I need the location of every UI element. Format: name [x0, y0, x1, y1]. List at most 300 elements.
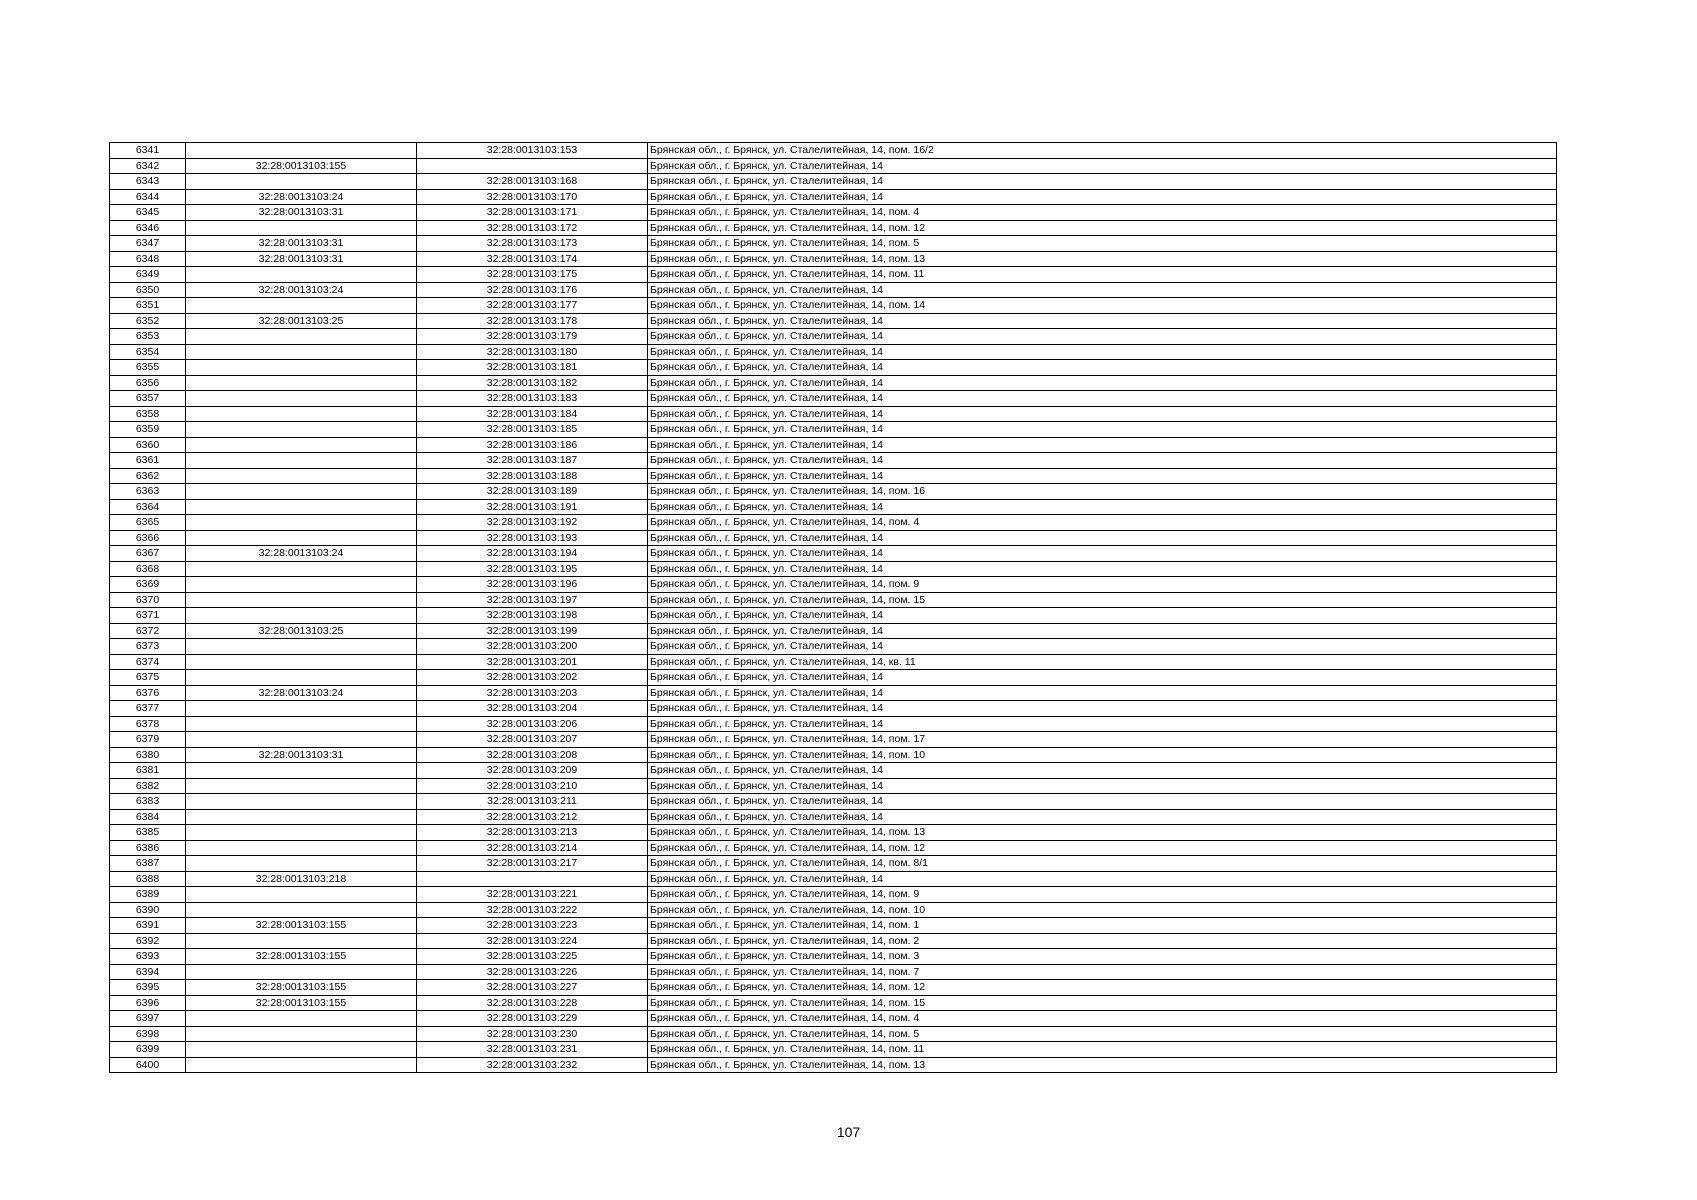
- table-row: [110, 1057, 1557, 1073]
- table-row: [110, 918, 1557, 934]
- cadastral-number-cell: 32:28:0013103:204: [417, 701, 648, 717]
- row-number-cell: 6365: [110, 515, 186, 531]
- row-number-cell: 6342: [110, 158, 186, 174]
- address-cell: Брянская обл., г. Брянск, ул. Сталелитейная, 14: [648, 453, 1557, 469]
- address-cell: Брянская обл., г. Брянск, ул. Сталелитейная, 14: [648, 329, 1557, 345]
- parent-cadastral-number-cell: 32:28:0013103:155: [186, 980, 417, 996]
- table-row: [110, 360, 1557, 376]
- cadastral-number-cell: 32:28:0013103:171: [417, 205, 648, 221]
- parent-cadastral-number-cell: [186, 329, 417, 345]
- address-cell: Брянская обл., г. Брянск, ул. Сталелитейная, 14: [648, 608, 1557, 624]
- row-number-cell: 6374: [110, 654, 186, 670]
- cadastral-number-cell: 32:28:0013103:197: [417, 592, 648, 608]
- parent-cadastral-number-cell: [186, 794, 417, 810]
- cadastral-number-cell: 32:28:0013103:217: [417, 856, 648, 872]
- parent-cadastral-number-cell: 32:28:0013103:155: [186, 949, 417, 965]
- address-cell: Брянская обл., г. Брянск, ул. Сталелитейная, 14, пом. 12: [648, 980, 1557, 996]
- cadastral-number-cell: 32:28:0013103:224: [417, 933, 648, 949]
- table-row: [110, 732, 1557, 748]
- row-number-cell: 6377: [110, 701, 186, 717]
- cadastral-number-cell: 32:28:0013103:196: [417, 577, 648, 593]
- parent-cadastral-number-cell: 32:28:0013103:24: [186, 546, 417, 562]
- cadastral-number-cell: 32:28:0013103:226: [417, 964, 648, 980]
- address-cell: Брянская обл., г. Брянск, ул. Сталелитейная, 14: [648, 546, 1557, 562]
- table-row: [110, 1011, 1557, 1027]
- parent-cadastral-number-cell: 32:28:0013103:25: [186, 623, 417, 639]
- table-row: [110, 406, 1557, 422]
- table-row: [110, 530, 1557, 546]
- parent-cadastral-number-cell: [186, 778, 417, 794]
- parent-cadastral-number-cell: 32:28:0013103:31: [186, 251, 417, 267]
- table-row: [110, 716, 1557, 732]
- row-number-cell: 6357: [110, 391, 186, 407]
- address-cell: Брянская обл., г. Брянск, ул. Сталелитейная, 14, пом. 15: [648, 995, 1557, 1011]
- parent-cadastral-number-cell: [186, 577, 417, 593]
- table-row: [110, 158, 1557, 174]
- row-number-cell: 6386: [110, 840, 186, 856]
- row-number-cell: 6375: [110, 670, 186, 686]
- table-row: [110, 375, 1557, 391]
- row-number-cell: 6384: [110, 809, 186, 825]
- cadastral-number-cell: 32:28:0013103:212: [417, 809, 648, 825]
- cadastral-number-cell: 32:28:0013103:211: [417, 794, 648, 810]
- address-cell: Брянская обл., г. Брянск, ул. Сталелитейная, 14: [648, 623, 1557, 639]
- table-row: [110, 499, 1557, 515]
- address-cell: Брянская обл., г. Брянск, ул. Сталелитейная, 14: [648, 189, 1557, 205]
- cadastral-number-cell: 32:28:0013103:193: [417, 530, 648, 546]
- parent-cadastral-number-cell: 32:28:0013103:155: [186, 918, 417, 934]
- address-cell: Брянская обл., г. Брянск, ул. Сталелитейная, 14, пом. 4: [648, 515, 1557, 531]
- address-cell: Брянская обл., г. Брянск, ул. Сталелитейная, 14: [648, 670, 1557, 686]
- table-row: [110, 949, 1557, 965]
- table-row: [110, 313, 1557, 329]
- address-cell: Брянская обл., г. Брянск, ул. Сталелитейная, 14, пом. 15: [648, 592, 1557, 608]
- address-cell: Брянская обл., г. Брянск, ул. Сталелитейная, 14, пом. 4: [648, 205, 1557, 221]
- row-number-cell: 6388: [110, 871, 186, 887]
- parent-cadastral-number-cell: [186, 220, 417, 236]
- cadastral-number-cell: 32:28:0013103:181: [417, 360, 648, 376]
- address-cell: Брянская обл., г. Брянск, ул. Сталелитейная, 14, пом. 13: [648, 251, 1557, 267]
- cadastral-number-cell: 32:28:0013103:201: [417, 654, 648, 670]
- address-cell: Брянская обл., г. Брянск, ул. Сталелитейная, 14: [648, 530, 1557, 546]
- page-number: 107: [836, 1124, 861, 1140]
- row-number-cell: 6383: [110, 794, 186, 810]
- address-cell: Брянская обл., г. Брянск, ул. Сталелитейная, 14, пом. 11: [648, 267, 1557, 283]
- table-row: [110, 577, 1557, 593]
- row-number-cell: 6381: [110, 763, 186, 779]
- row-number-cell: 6378: [110, 716, 186, 732]
- table-row: [110, 902, 1557, 918]
- cadastral-number-cell: 32:28:0013103:222: [417, 902, 648, 918]
- address-cell: Брянская обл., г. Брянск, ул. Сталелитейная, 14: [648, 344, 1557, 360]
- parent-cadastral-number-cell: [186, 825, 417, 841]
- parent-cadastral-number-cell: [186, 360, 417, 376]
- cadastral-number-cell: 32:28:0013103:179: [417, 329, 648, 345]
- parent-cadastral-number-cell: [186, 422, 417, 438]
- row-number-cell: 6392: [110, 933, 186, 949]
- cadastral-number-cell: 32:28:0013103:223: [417, 918, 648, 934]
- table-row: [110, 995, 1557, 1011]
- row-number-cell: 6382: [110, 778, 186, 794]
- parent-cadastral-number-cell: [186, 670, 417, 686]
- row-number-cell: 6353: [110, 329, 186, 345]
- address-cell: Брянская обл., г. Брянск, ул. Сталелитейная, 14, пом. 11: [648, 1042, 1557, 1058]
- table-row: [110, 484, 1557, 500]
- address-cell: Брянская обл., г. Брянск, ул. Сталелитейная, 14, пом. 4: [648, 1011, 1557, 1027]
- parent-cadastral-number-cell: [186, 530, 417, 546]
- parent-cadastral-number-cell: [186, 608, 417, 624]
- row-number-cell: 6396: [110, 995, 186, 1011]
- parent-cadastral-number-cell: [186, 143, 417, 159]
- cadastral-number-cell: 32:28:0013103:221: [417, 887, 648, 903]
- address-cell: Брянская обл., г. Брянск, ул. Сталелитейная, 14, пом. 16/2: [648, 143, 1557, 159]
- table-row: [110, 329, 1557, 345]
- row-number-cell: 6367: [110, 546, 186, 562]
- address-cell: Брянская обл., г. Брянск, ул. Сталелитейная, 14: [648, 639, 1557, 655]
- row-number-cell: 6356: [110, 375, 186, 391]
- table-row: [110, 220, 1557, 236]
- parent-cadastral-number-cell: [186, 856, 417, 872]
- row-number-cell: 6394: [110, 964, 186, 980]
- cadastral-number-cell: 32:28:0013103:191: [417, 499, 648, 515]
- table-row: [110, 298, 1557, 314]
- cadastral-number-cell: 32:28:0013103:213: [417, 825, 648, 841]
- row-number-cell: 6354: [110, 344, 186, 360]
- address-cell: Брянская обл., г. Брянск, ул. Сталелитейная, 14, пом. 12: [648, 840, 1557, 856]
- parent-cadastral-number-cell: [186, 1011, 417, 1027]
- cadastral-number-cell: 32:28:0013103:198: [417, 608, 648, 624]
- table-row: [110, 608, 1557, 624]
- address-cell: Брянская обл., г. Брянск, ул. Сталелитейная, 14, пом. 16: [648, 484, 1557, 500]
- table-row: [110, 980, 1557, 996]
- row-number-cell: 6370: [110, 592, 186, 608]
- cadastral-number-cell: 32:28:0013103:225: [417, 949, 648, 965]
- row-number-cell: 6347: [110, 236, 186, 252]
- cadastral-number-cell: 32:28:0013103:230: [417, 1026, 648, 1042]
- address-cell: Брянская обл., г. Брянск, ул. Сталелитейная, 14: [648, 763, 1557, 779]
- parent-cadastral-number-cell: 32:28:0013103:218: [186, 871, 417, 887]
- table-row: [110, 701, 1557, 717]
- parent-cadastral-number-cell: 32:28:0013103:31: [186, 205, 417, 221]
- parent-cadastral-number-cell: 32:28:0013103:31: [186, 747, 417, 763]
- parent-cadastral-number-cell: [186, 267, 417, 283]
- row-number-cell: 6393: [110, 949, 186, 965]
- parent-cadastral-number-cell: [186, 1057, 417, 1073]
- cadastral-number-cell: 32:28:0013103:174: [417, 251, 648, 267]
- address-cell: Брянская обл., г. Брянск, ул. Сталелитейная, 14, пом. 8/1: [648, 856, 1557, 872]
- cadastral-number-cell: 32:28:0013103:177: [417, 298, 648, 314]
- parent-cadastral-number-cell: 32:28:0013103:155: [186, 995, 417, 1011]
- row-number-cell: 6372: [110, 623, 186, 639]
- address-cell: Брянская обл., г. Брянск, ул. Сталелитейная, 14: [648, 871, 1557, 887]
- table-row: [110, 763, 1557, 779]
- parent-cadastral-number-cell: 32:28:0013103:155: [186, 158, 417, 174]
- cadastral-number-cell: 32:28:0013103:227: [417, 980, 648, 996]
- address-cell: Брянская обл., г. Брянск, ул. Сталелитейная, 14: [648, 561, 1557, 577]
- cadastral-number-cell: 32:28:0013103:175: [417, 267, 648, 283]
- row-number-cell: 6352: [110, 313, 186, 329]
- row-number-cell: 6387: [110, 856, 186, 872]
- parent-cadastral-number-cell: [186, 639, 417, 655]
- parent-cadastral-number-cell: 32:28:0013103:31: [186, 236, 417, 252]
- parent-cadastral-number-cell: [186, 484, 417, 500]
- parent-cadastral-number-cell: [186, 406, 417, 422]
- row-number-cell: 6348: [110, 251, 186, 267]
- address-cell: Брянская обл., г. Брянск, ул. Сталелитейная, 14, пом. 13: [648, 1057, 1557, 1073]
- row-number-cell: 6398: [110, 1026, 186, 1042]
- parent-cadastral-number-cell: [186, 809, 417, 825]
- cadastral-number-cell: 32:28:0013103:188: [417, 468, 648, 484]
- cadastral-number-cell: 32:28:0013103:202: [417, 670, 648, 686]
- address-cell: Брянская обл., г. Брянск, ул. Сталелитейная, 14, пом. 10: [648, 747, 1557, 763]
- row-number-cell: 6400: [110, 1057, 186, 1073]
- table-row: [110, 747, 1557, 763]
- table-row: [110, 205, 1557, 221]
- address-cell: Брянская обл., г. Брянск, ул. Сталелитейная, 14: [648, 468, 1557, 484]
- parent-cadastral-number-cell: [186, 964, 417, 980]
- parent-cadastral-number-cell: [186, 732, 417, 748]
- row-number-cell: 6390: [110, 902, 186, 918]
- address-cell: Брянская обл., г. Брянск, ул. Сталелитейная, 14, пом. 7: [648, 964, 1557, 980]
- cadastral-number-cell: 32:28:0013103:200: [417, 639, 648, 655]
- table-row: [110, 267, 1557, 283]
- table-row: [110, 391, 1557, 407]
- parent-cadastral-number-cell: [186, 1042, 417, 1058]
- table-row: [110, 840, 1557, 856]
- cadastral-number-cell: 32:28:0013103:186: [417, 437, 648, 453]
- parent-cadastral-number-cell: [186, 840, 417, 856]
- address-cell: Брянская обл., г. Брянск, ул. Сталелитейная, 14: [648, 716, 1557, 732]
- parent-cadastral-number-cell: [186, 902, 417, 918]
- address-cell: Брянская обл., г. Брянск, ул. Сталелитейная, 14: [648, 778, 1557, 794]
- row-number-cell: 6380: [110, 747, 186, 763]
- row-number-cell: 6363: [110, 484, 186, 500]
- parent-cadastral-number-cell: 32:28:0013103:25: [186, 313, 417, 329]
- address-cell: Брянская обл., г. Брянск, ул. Сталелитейная, 14: [648, 360, 1557, 376]
- table-row: [110, 143, 1557, 159]
- row-number-cell: 6360: [110, 437, 186, 453]
- address-cell: Брянская обл., г. Брянск, ул. Сталелитейная, 14: [648, 313, 1557, 329]
- table-body: [110, 143, 1557, 1073]
- cadastral-number-cell: 32:28:0013103:210: [417, 778, 648, 794]
- cadastral-number-cell: [417, 158, 648, 174]
- address-cell: Брянская обл., г. Брянск, ул. Сталелитейная, 14: [648, 375, 1557, 391]
- row-number-cell: 6368: [110, 561, 186, 577]
- cadastral-table: [109, 142, 1557, 1073]
- address-cell: Брянская обл., г. Брянск, ул. Сталелитейная, 14, пом. 9: [648, 887, 1557, 903]
- address-cell: Брянская обл., г. Брянск, ул. Сталелитейная, 14: [648, 685, 1557, 701]
- table-row: [110, 453, 1557, 469]
- table-row: [110, 685, 1557, 701]
- parent-cadastral-number-cell: [186, 701, 417, 717]
- parent-cadastral-number-cell: [186, 763, 417, 779]
- table-row: [110, 546, 1557, 562]
- row-number-cell: 6345: [110, 205, 186, 221]
- address-cell: Брянская обл., г. Брянск, ул. Сталелитейная, 14: [648, 406, 1557, 422]
- table-row: [110, 437, 1557, 453]
- parent-cadastral-number-cell: [186, 468, 417, 484]
- address-cell: Брянская обл., г. Брянск, ул. Сталелитейная, 14: [648, 282, 1557, 298]
- table-row: [110, 654, 1557, 670]
- cadastral-number-cell: 32:28:0013103:214: [417, 840, 648, 856]
- table-row: [110, 174, 1557, 190]
- address-cell: Брянская обл., г. Брянск, ул. Сталелитейная, 14: [648, 809, 1557, 825]
- cadastral-number-cell: 32:28:0013103:187: [417, 453, 648, 469]
- table-row: [110, 344, 1557, 360]
- parent-cadastral-number-cell: [186, 499, 417, 515]
- table-row: [110, 422, 1557, 438]
- table-row: [110, 1042, 1557, 1058]
- table-row: [110, 871, 1557, 887]
- table-row: [110, 639, 1557, 655]
- table-row: [110, 592, 1557, 608]
- cadastral-number-cell: 32:28:0013103:192: [417, 515, 648, 531]
- row-number-cell: 6366: [110, 530, 186, 546]
- row-number-cell: 6369: [110, 577, 186, 593]
- row-number-cell: 6350: [110, 282, 186, 298]
- cadastral-number-cell: 32:28:0013103:189: [417, 484, 648, 500]
- row-number-cell: 6391: [110, 918, 186, 934]
- parent-cadastral-number-cell: [186, 592, 417, 608]
- table-row: [110, 623, 1557, 639]
- cadastral-number-cell: 32:28:0013103:228: [417, 995, 648, 1011]
- cadastral-number-cell: [417, 871, 648, 887]
- address-cell: Брянская обл., г. Брянск, ул. Сталелитейная, 14, пом. 1: [648, 918, 1557, 934]
- row-number-cell: 6358: [110, 406, 186, 422]
- cadastral-number-cell: 32:28:0013103:203: [417, 685, 648, 701]
- parent-cadastral-number-cell: [186, 391, 417, 407]
- row-number-cell: 6351: [110, 298, 186, 314]
- address-cell: Брянская обл., г. Брянск, ул. Сталелитейная, 14: [648, 174, 1557, 190]
- cadastral-number-cell: 32:28:0013103:180: [417, 344, 648, 360]
- table-row: [110, 794, 1557, 810]
- row-number-cell: 6341: [110, 143, 186, 159]
- cadastral-number-cell: 32:28:0013103:207: [417, 732, 648, 748]
- parent-cadastral-number-cell: [186, 561, 417, 577]
- row-number-cell: 6397: [110, 1011, 186, 1027]
- table-row: [110, 778, 1557, 794]
- parent-cadastral-number-cell: 32:28:0013103:24: [186, 685, 417, 701]
- address-cell: Брянская обл., г. Брянск, ул. Сталелитейная, 14: [648, 437, 1557, 453]
- address-cell: Брянская обл., г. Брянск, ул. Сталелитейная, 14, пом. 5: [648, 1026, 1557, 1042]
- cadastral-number-cell: 32:28:0013103:232: [417, 1057, 648, 1073]
- address-cell: Брянская обл., г. Брянск, ул. Сталелитейная, 14, пом. 9: [648, 577, 1557, 593]
- row-number-cell: 6371: [110, 608, 186, 624]
- row-number-cell: 6376: [110, 685, 186, 701]
- parent-cadastral-number-cell: [186, 654, 417, 670]
- row-number-cell: 6395: [110, 980, 186, 996]
- row-number-cell: 6355: [110, 360, 186, 376]
- row-number-cell: 6361: [110, 453, 186, 469]
- address-cell: Брянская обл., г. Брянск, ул. Сталелитейная, 14, пом. 2: [648, 933, 1557, 949]
- table-row: [110, 856, 1557, 872]
- table-row: [110, 189, 1557, 205]
- row-number-cell: 6385: [110, 825, 186, 841]
- parent-cadastral-number-cell: [186, 375, 417, 391]
- cadastral-number-cell: 32:28:0013103:229: [417, 1011, 648, 1027]
- table-row: [110, 561, 1557, 577]
- row-number-cell: 6373: [110, 639, 186, 655]
- address-cell: Брянская обл., г. Брянск, ул. Сталелитейная, 14, пом. 12: [648, 220, 1557, 236]
- address-cell: Брянская обл., г. Брянск, ул. Сталелитейная, 14: [648, 499, 1557, 515]
- row-number-cell: 6362: [110, 468, 186, 484]
- cadastral-number-cell: 32:28:0013103:170: [417, 189, 648, 205]
- address-cell: Брянская обл., г. Брянск, ул. Сталелитейная, 14, кв. 11: [648, 654, 1557, 670]
- table-row: [110, 1026, 1557, 1042]
- address-cell: Брянская обл., г. Брянск, ул. Сталелитейная, 14: [648, 701, 1557, 717]
- cadastral-number-cell: 32:28:0013103:195: [417, 561, 648, 577]
- row-number-cell: 6344: [110, 189, 186, 205]
- row-number-cell: 6343: [110, 174, 186, 190]
- cadastral-number-cell: 32:28:0013103:194: [417, 546, 648, 562]
- cadastral-number-cell: 32:28:0013103:183: [417, 391, 648, 407]
- row-number-cell: 6359: [110, 422, 186, 438]
- address-cell: Брянская обл., г. Брянск, ул. Сталелитейная, 14, пом. 5: [648, 236, 1557, 252]
- table-row: [110, 236, 1557, 252]
- cadastral-number-cell: 32:28:0013103:184: [417, 406, 648, 422]
- table-row: [110, 515, 1557, 531]
- parent-cadastral-number-cell: [186, 453, 417, 469]
- row-number-cell: 6364: [110, 499, 186, 515]
- parent-cadastral-number-cell: [186, 887, 417, 903]
- cadastral-number-cell: 32:28:0013103:173: [417, 236, 648, 252]
- cadastral-number-cell: 32:28:0013103:185: [417, 422, 648, 438]
- cadastral-number-cell: 32:28:0013103:168: [417, 174, 648, 190]
- row-number-cell: 6389: [110, 887, 186, 903]
- parent-cadastral-number-cell: [186, 344, 417, 360]
- parent-cadastral-number-cell: [186, 1026, 417, 1042]
- cadastral-number-cell: 32:28:0013103:172: [417, 220, 648, 236]
- table-row: [110, 282, 1557, 298]
- parent-cadastral-number-cell: 32:28:0013103:24: [186, 282, 417, 298]
- address-cell: Брянская обл., г. Брянск, ул. Сталелитейная, 14, пом. 3: [648, 949, 1557, 965]
- table-row: [110, 468, 1557, 484]
- cadastral-number-cell: 32:28:0013103:176: [417, 282, 648, 298]
- parent-cadastral-number-cell: [186, 437, 417, 453]
- cadastral-number-cell: 32:28:0013103:178: [417, 313, 648, 329]
- parent-cadastral-number-cell: [186, 716, 417, 732]
- table-row: [110, 887, 1557, 903]
- parent-cadastral-number-cell: [186, 174, 417, 190]
- cadastral-number-cell: 32:28:0013103:199: [417, 623, 648, 639]
- cadastral-number-cell: 32:28:0013103:208: [417, 747, 648, 763]
- table-row: [110, 825, 1557, 841]
- row-number-cell: 6346: [110, 220, 186, 236]
- table-row: [110, 964, 1557, 980]
- parent-cadastral-number-cell: 32:28:0013103:24: [186, 189, 417, 205]
- table-row: [110, 670, 1557, 686]
- cadastral-number-cell: 32:28:0013103:182: [417, 375, 648, 391]
- cadastral-number-cell: 32:28:0013103:153: [417, 143, 648, 159]
- address-cell: Брянская обл., г. Брянск, ул. Сталелитейная, 14: [648, 391, 1557, 407]
- cadastral-number-cell: 32:28:0013103:209: [417, 763, 648, 779]
- address-cell: Брянская обл., г. Брянск, ул. Сталелитейная, 14: [648, 422, 1557, 438]
- table-row: [110, 933, 1557, 949]
- address-cell: Брянская обл., г. Брянск, ул. Сталелитейная, 14, пом. 17: [648, 732, 1557, 748]
- address-cell: Брянская обл., г. Брянск, ул. Сталелитейная, 14: [648, 794, 1557, 810]
- address-cell: Брянская обл., г. Брянск, ул. Сталелитейная, 14, пом. 13: [648, 825, 1557, 841]
- table-row: [110, 809, 1557, 825]
- row-number-cell: 6399: [110, 1042, 186, 1058]
- cadastral-number-cell: 32:28:0013103:231: [417, 1042, 648, 1058]
- address-cell: Брянская обл., г. Брянск, ул. Сталелитейная, 14: [648, 158, 1557, 174]
- cadastral-number-cell: 32:28:0013103:206: [417, 716, 648, 732]
- table-row: [110, 251, 1557, 267]
- row-number-cell: 6379: [110, 732, 186, 748]
- row-number-cell: 6349: [110, 267, 186, 283]
- parent-cadastral-number-cell: [186, 298, 417, 314]
- parent-cadastral-number-cell: [186, 933, 417, 949]
